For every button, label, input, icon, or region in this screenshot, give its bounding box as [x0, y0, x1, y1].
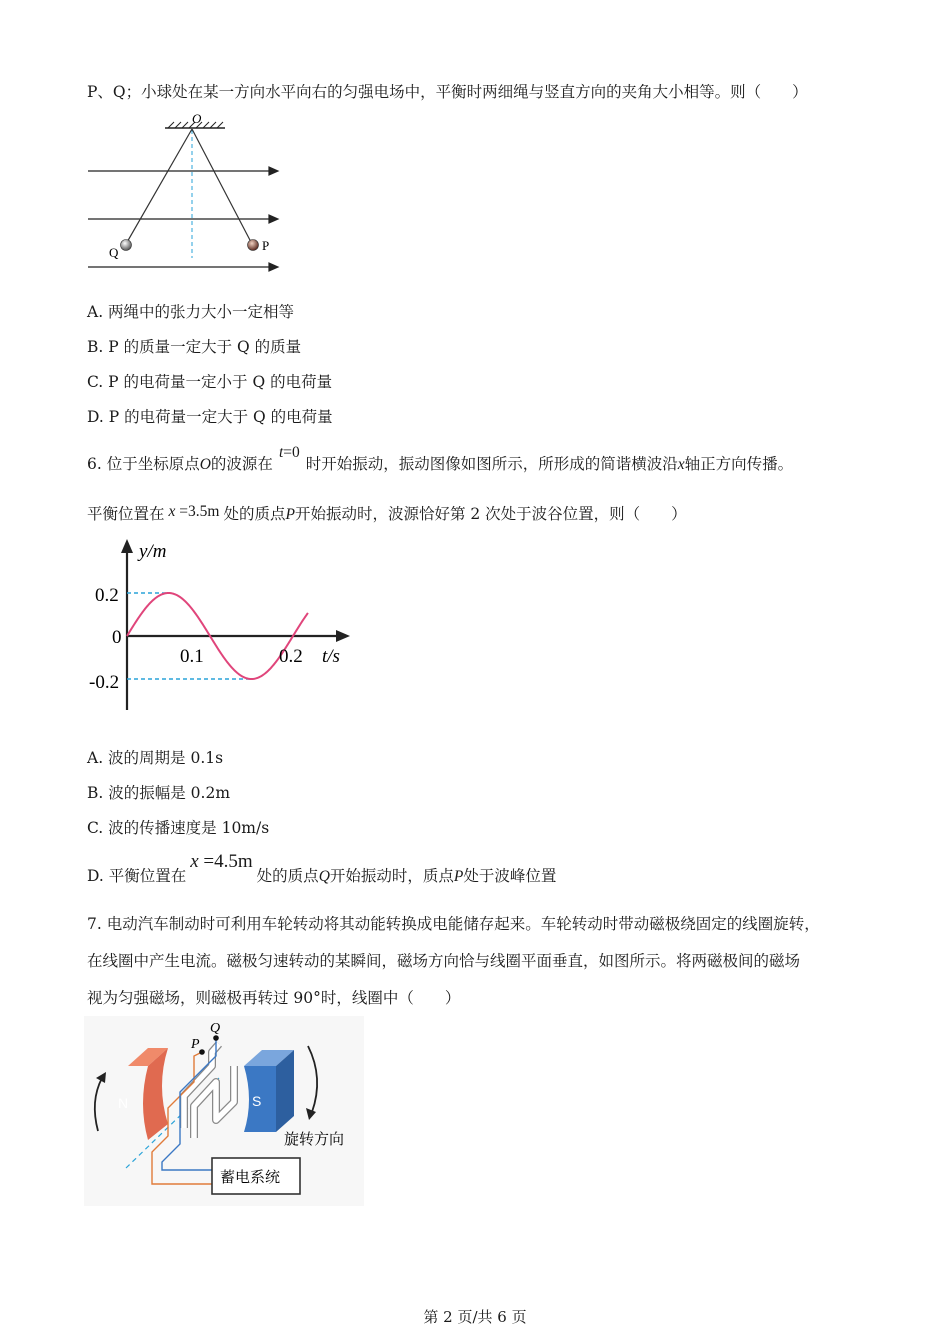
- magnet-S: [244, 1050, 294, 1132]
- tick-y-pos: 0.2: [95, 585, 119, 606]
- q5-option-b: B. P 的质量一定大于 Q 的质量: [87, 338, 302, 356]
- tick-origin: 0: [112, 627, 122, 648]
- storage-system-label: 蓄电系统: [220, 1168, 281, 1186]
- q6-stem-line1: 6. 位于坐标原点O的波源在t=0时开始振动，振动图像如图所示，所形成的简谐横波沿x轴正方向传播。: [87, 444, 794, 473]
- label-P: P: [262, 238, 270, 253]
- t-axis-label: t/s: [322, 646, 340, 667]
- q5-figure: [82, 108, 287, 278]
- q5-stem: P、Q；小球处在某一方向水平向右的匀强电场中，平衡时两细绳与竖直方向的夹角大小相等。则（ ）: [87, 83, 808, 101]
- label-S: S: [252, 1093, 262, 1109]
- label-Q: Q: [210, 1021, 221, 1036]
- q7-figure: [84, 1016, 364, 1206]
- q6-stem-line2: 平衡位置在 x =3.5m 处的质点P开始振动时，波源恰好第 2 次处于波谷位置，则（ ）: [87, 503, 687, 523]
- q6-option-b: B. 波的振幅是 0.2m: [87, 784, 231, 802]
- q5-option-a: A. 两绳中的张力大小一定相等: [87, 303, 295, 321]
- label-P: P: [191, 1037, 200, 1052]
- page-footer: 第 2 页/共 6 页: [423, 1308, 527, 1326]
- tick-t2: 0.2: [279, 646, 303, 667]
- ball-Q: [121, 240, 132, 251]
- q7-stem-line1: 7. 电动汽车制动时可利用车轮转动将其动能转换成电能储存起来。车轮转动时带动磁极绕固定的线圈旋转，: [87, 915, 820, 933]
- rope-Q: [126, 129, 192, 244]
- terminal-Q: [213, 1035, 219, 1041]
- tick-t1: 0.1: [180, 646, 204, 667]
- q6-option-d: D. 平衡位置在x =4.5m处的质点Q开始振动时，质点P处于波峰位置: [87, 851, 557, 885]
- q6-vibration-graph: [87, 535, 357, 715]
- rotation-direction-label: 旋转方向: [284, 1130, 345, 1148]
- terminal-P: [199, 1049, 205, 1055]
- q7-stem-line2: 在线圈中产生电流。磁极匀速转动的某瞬间，磁场方向恰与线圈平面垂直，如图所示。将两磁极间的磁场: [87, 952, 801, 970]
- q6-option-a: A. 波的周期是 0.1s: [87, 749, 224, 767]
- q6-option-c: C. 波的传播速度是 10m/s: [87, 819, 270, 837]
- label-N: N: [118, 1095, 129, 1111]
- tick-y-neg: -0.2: [89, 672, 120, 693]
- y-axis-label: y/m: [139, 541, 167, 562]
- ball-P: [248, 240, 259, 251]
- label-O: O: [192, 111, 202, 126]
- q5-option-c: C. P 的电荷量一定小于 Q 的电荷量: [87, 373, 333, 391]
- label-Q: Q: [109, 245, 119, 260]
- q5-option-d: D. P 的电荷量一定大于 Q 的电荷量: [87, 408, 333, 426]
- axes: [121, 539, 350, 710]
- rope-P: [192, 129, 252, 244]
- q7-stem-line3: 视为匀强磁场，则磁极再转过 90°时，线圈中（ ）: [87, 989, 461, 1007]
